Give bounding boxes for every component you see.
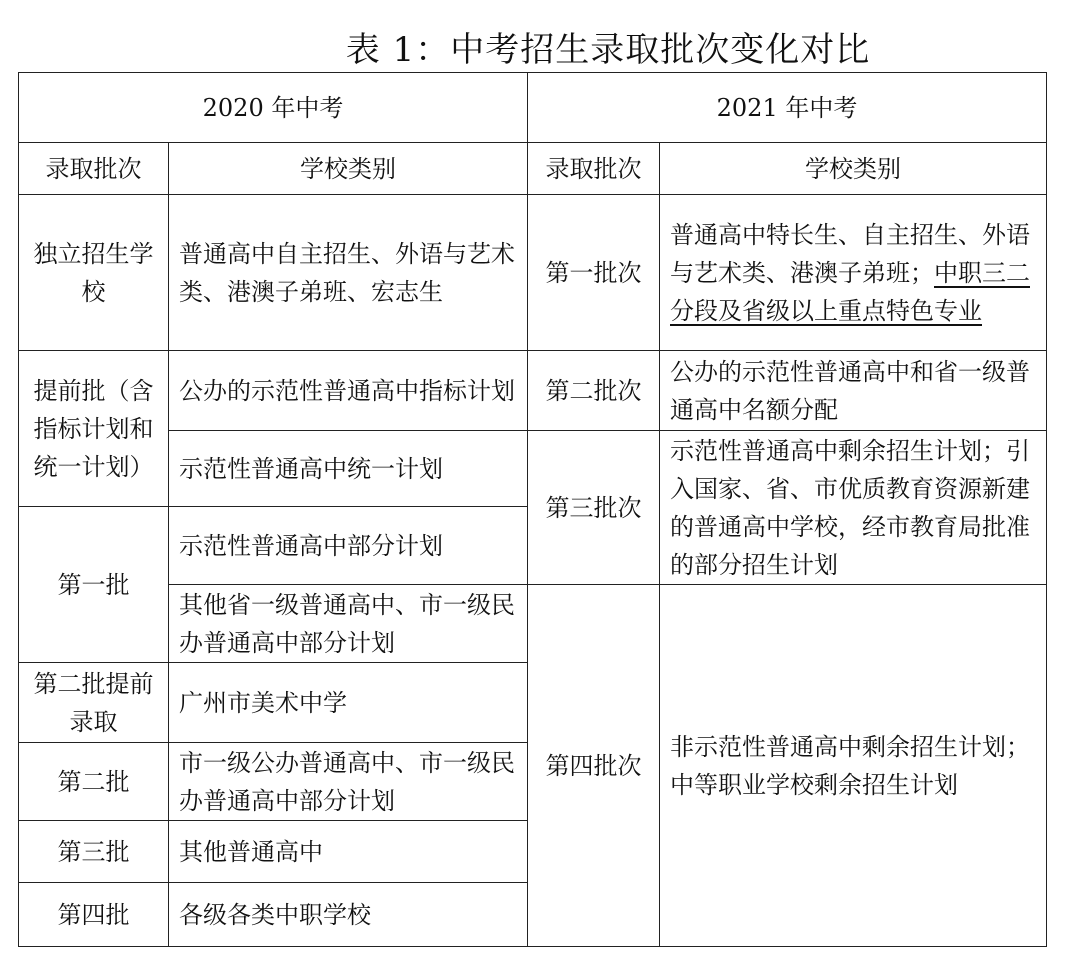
batch-2021-first: 第一批次 [528,195,660,351]
col-batch-2021: 录取批次 [528,143,660,195]
school-2020-second-early: 广州市美术中学 [169,663,528,743]
table-title: 表 1：中考招生录取批次变化对比 [345,30,871,70]
school-2021-first-underlined: 中职三二分段及省级以上重点特色专业 [670,258,1030,325]
column-header-row [19,143,1047,195]
school-2020-first-b: 其他省一级普通高中、市一级民办普通高中部分计划 [169,585,528,663]
school-2021-first-text: 普通高中特长生、自主招生、外语与艺术类、港澳子弟班； [670,220,1030,287]
table-row [19,585,1047,663]
table-row [19,351,1047,431]
batch-2020-second: 第二批 [19,743,169,821]
school-2020-early-unified: 示范性普通高中统一计划 [169,431,528,507]
batch-2020-third: 第三批 [19,821,169,883]
comparison-table [18,72,1047,947]
table-row [19,431,1047,507]
batch-2020-fourth: 第四批 [19,883,169,947]
school-2020-first-a: 示范性普通高中部分计划 [169,507,528,585]
school-2021-first [660,195,1047,351]
school-2020-independent: 普通高中自主招生、外语与艺术类、港澳子弟班、宏志生 [169,195,528,351]
school-2020-early-quota: 公办的示范性普通高中指标计划 [169,351,528,431]
batch-2021-second: 第二批次 [528,351,660,431]
school-2020-fourth: 各级各类中职学校 [169,883,528,947]
table-row [19,195,1047,351]
school-2021-third: 示范性普通高中剩余招生计划；引入国家、省、市优质教育资源新建的普通高中学校，经市教育局批准的部分招生计划 [660,431,1047,585]
col-batch-2020: 录取批次 [19,143,169,195]
batch-2020-early: 提前批（含指标计划和统一计划） [19,351,169,507]
col-school-2020: 学校类别 [169,143,528,195]
school-2020-third: 其他普通高中 [169,821,528,883]
batch-2020-second-early: 第二批提前录取 [19,663,169,743]
batch-2021-third: 第三批次 [528,431,660,585]
header-2021: 2021 年中考 [528,73,1047,143]
header-2020: 2020 年中考 [19,73,528,143]
batch-2020-independent: 独立招生学校 [19,195,169,351]
school-2021-fourth: 非示范性普通高中剩余招生计划；中等职业学校剩余招生计划 [660,585,1047,947]
school-2021-second: 公办的示范性普通高中和省一级普通高中名额分配 [660,351,1047,431]
col-school-2021: 学校类别 [660,143,1047,195]
year-header-row [19,73,1047,143]
school-2020-second: 市一级公办普通高中、市一级民办普通高中部分计划 [169,743,528,821]
batch-2021-fourth: 第四批次 [528,585,660,947]
batch-2020-first: 第一批 [19,507,169,663]
